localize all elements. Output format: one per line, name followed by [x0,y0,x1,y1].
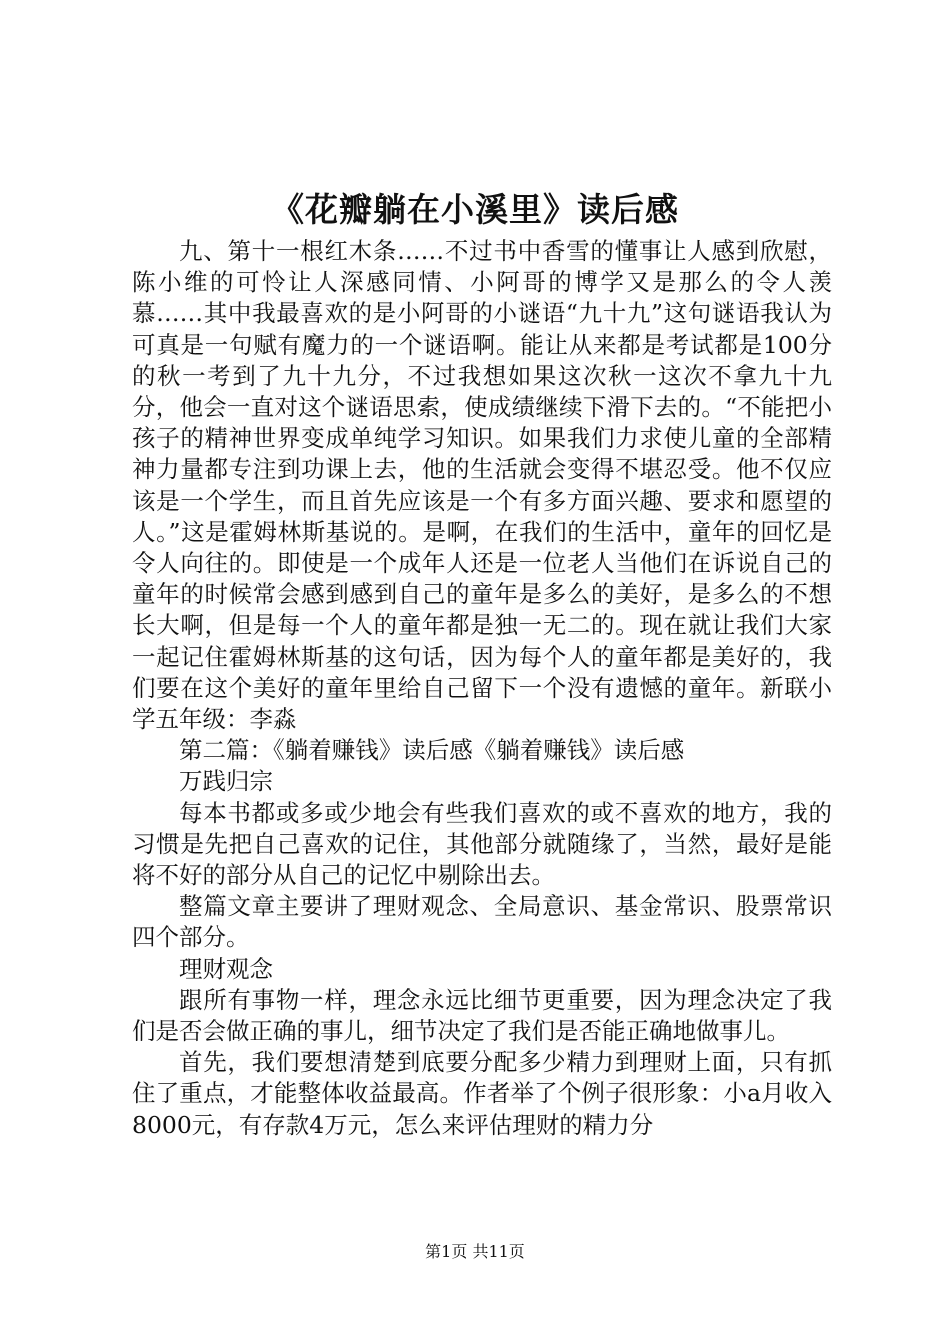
section-heading: 万践归宗 [179,767,273,796]
paragraph: 跟所有事物一样，理念永远比细节更重要，因为理念决定了我们是否会做正确的事儿，细节决定了我们是否能正确地做事儿。 [132,985,832,1046]
paragraph: 每本书都或多或少地会有些我们喜欢的或不喜欢的地方，我的习惯是先把自己喜欢的记住，其他部分就随缘了，当然，最好是能将不好的部分从自己的记忆中剔除出去。 [132,798,832,890]
document-title: 《花瓣躺在小溪里》读后感 [271,190,679,229]
paragraph: 首先，我们要想清楚到底要分配多少精力到理财上面，只有抓住了重点，才能整体收益最高。作者举了个例子很形象：小a月收入8000元，有存款4万元，怎么来评估理财的精力分 [132,1048,832,1139]
section-heading: 第二篇：《躺着赚钱》读后感《躺着赚钱》读后感 [179,736,685,765]
paragraph: 九、第十一根红木条……不过书中香雪的懂事让人感到欣慰，陈小维的可怜让人深感同情、小阿哥的博学又是那么的令人羡慕……其中我最喜欢的是小阿哥的小谜语“九十九”这句谜语我认为可真是一句赋有魔力的一个谜语啊。能让从来都是考试都是100分的秋一考到了九十九分，不过我想如果这次秋一这次不拿九十九分，他会一直对这个谜语思索，使成绩继续下滑下去的。“不能把小孩子的精神世界变成单纯学习知识。如果我们力求使儿童的全部精神力量都专注到功课上去，他的生活就会变得不堪忍受。他不仅应该是一个学生，而且首先应该是一个有多方面兴趣、要求和愿望的人。”这是霍姆林斯基说的。是啊，在我们的生活中，童年的回忆是令人向往的。即使是一个成年人还是一位老人当他们在诉说自己的童年的时候常会感到感到自己的童年是多么的美好，是多么的不想长大啊，但是每一个人的童年都是独一无二的。现在就让我们大家一起记住霍姆林斯基的这句话，因为每个人的童年都是美好的，我们要在这个美好的童年里给自己留下一个没有遗憾的童年。新联小学五年级：李淼 [132,237,832,734]
page-footer: 第1页 共11页 [425,1242,525,1261]
document-body [132,236,832,1141]
paragraph: 整篇文章主要讲了理财观念、全局意识、基金常识、股票常识四个部分。 [132,892,832,952]
section-heading: 理财观念 [179,954,273,983]
